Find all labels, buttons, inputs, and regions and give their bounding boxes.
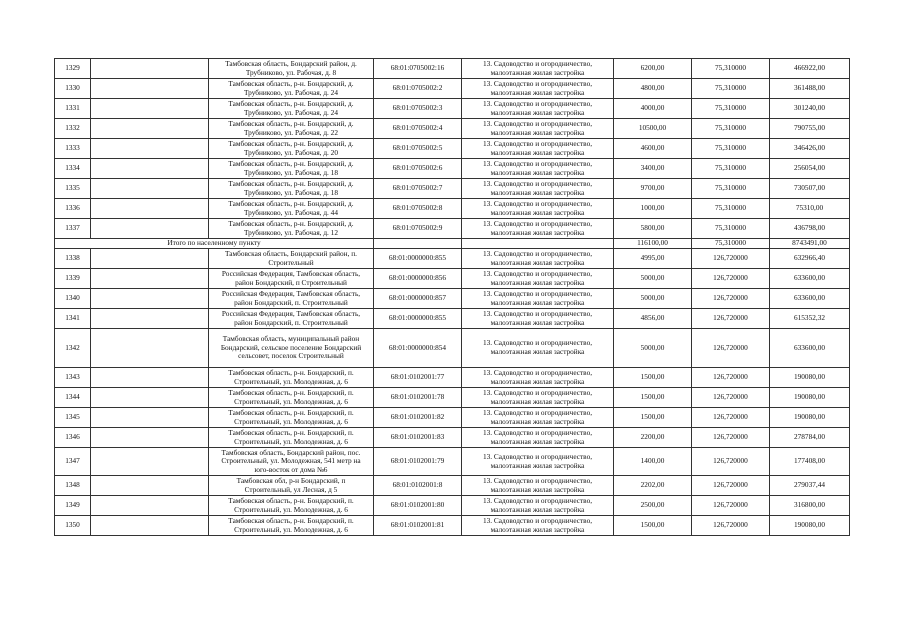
- table-row: [55, 408, 850, 428]
- row-number-cell: 1347: [55, 448, 91, 476]
- row-number-cell: 1334: [55, 159, 91, 179]
- table-row: [55, 289, 850, 309]
- land-use-cell: 13. Садоводство и огородничество, малоэтажная жилая застройка: [462, 79, 614, 99]
- settlement-cell: [91, 448, 209, 476]
- area-cell: 9700,00: [614, 179, 692, 199]
- settlement-cell: [91, 119, 209, 139]
- cadastral-value-cell: 301240,00: [770, 99, 850, 119]
- table-row: [55, 179, 850, 199]
- rate-cell: 126,720000: [692, 516, 770, 536]
- cadastral-value-cell: 8743491,00: [770, 239, 850, 249]
- area-cell: 1500,00: [614, 516, 692, 536]
- land-use-cell: 13. Садоводство и огородничество, малоэтажная жилая застройка: [462, 219, 614, 239]
- cadastral-value-cell: 75310,00: [770, 199, 850, 219]
- cadastral-value-cell: 633600,00: [770, 329, 850, 368]
- land-use-cell: 13. Садоводство и огородничество, малоэтажная жилая застройка: [462, 139, 614, 159]
- land-use-cell: 13. Садоводство и огородничество, малоэтажная жилая застройка: [462, 448, 614, 476]
- rate-cell: 75,310000: [692, 239, 770, 249]
- land-use-cell: 13. Садоводство и огородничество, малоэтажная жилая застройка: [462, 496, 614, 516]
- rate-cell: 126,720000: [692, 269, 770, 289]
- cadastral-number-cell: 68:01:0000000:854: [374, 329, 462, 368]
- area-cell: 2202,00: [614, 476, 692, 496]
- rate-cell: 126,720000: [692, 388, 770, 408]
- address-cell: Тамбовская область, Бондарский район, п. Строительный: [209, 249, 374, 269]
- table-row: [55, 496, 850, 516]
- area-cell: 4000,00: [614, 99, 692, 119]
- land-use-cell: 13. Садоводство и огородничество, малоэтажная жилая застройка: [462, 368, 614, 388]
- land-use-cell: 13. Садоводство и огородничество, малоэтажная жилая застройка: [462, 119, 614, 139]
- area-cell: 5000,00: [614, 269, 692, 289]
- address-cell: Тамбовская область, Бондарский район, д. Трубниково, ул. Рабочая, д. 8: [209, 59, 374, 79]
- settlement-cell: [91, 496, 209, 516]
- address-cell: Тамбовская область, р-н. Бондарский, п. Строительный, ул. Молодежная, д. 6: [209, 408, 374, 428]
- address-cell: Тамбовская область, р-н. Бондарский, д. Трубниково, ул. Рабочая, д. 22: [209, 119, 374, 139]
- cadastral-number-cell: 68:01:0705002:16: [374, 59, 462, 79]
- land-use-cell: 13. Садоводство и огородничество, малоэтажная жилая застройка: [462, 428, 614, 448]
- table-row: [55, 329, 850, 368]
- area-cell: 6200,00: [614, 59, 692, 79]
- cadastral-number-cell: 68:01:0705002:2: [374, 79, 462, 99]
- rate-cell: 126,720000: [692, 368, 770, 388]
- row-number-cell: 1339: [55, 269, 91, 289]
- address-cell: Тамбовская область, муниципальный район Бондарский, сельское поселение Бондарский сельсовет, поселок Строительный: [209, 329, 374, 368]
- address-cell: Тамбовская область, р-н. Бондарский, д. Трубниково, ул. Рабочая, д. 24: [209, 99, 374, 119]
- settlement-cell: [91, 516, 209, 536]
- row-number-cell: 1342: [55, 329, 91, 368]
- cadastral-number-cell: [374, 239, 462, 249]
- address-cell: Тамбовская область, р-н. Бондарский, п. Строительный, ул. Молодежная, д. 6: [209, 516, 374, 536]
- cadastral-number-cell: 68:01:0102001:8: [374, 476, 462, 496]
- area-cell: 10500,00: [614, 119, 692, 139]
- cadastral-value-cell: 278784,00: [770, 428, 850, 448]
- rate-cell: 126,720000: [692, 329, 770, 368]
- cadastral-number-cell: 68:01:0000000:857: [374, 289, 462, 309]
- area-cell: 5800,00: [614, 219, 692, 239]
- settlement-cell: [91, 289, 209, 309]
- table-row: [55, 119, 850, 139]
- area-cell: 2500,00: [614, 496, 692, 516]
- cadastral-number-cell: 68:01:0705002:6: [374, 159, 462, 179]
- area-cell: 4800,00: [614, 79, 692, 99]
- rate-cell: 126,720000: [692, 408, 770, 428]
- cadastral-value-cell: 632966,40: [770, 249, 850, 269]
- settlement-cell: [91, 159, 209, 179]
- rate-cell: 75,310000: [692, 199, 770, 219]
- cadastral-number-cell: 68:01:0705002:9: [374, 219, 462, 239]
- address-cell: Тамбовская область, р-н. Бондарский, д. Трубниково, ул. Рабочая, д. 20: [209, 139, 374, 159]
- address-cell: Тамбовская область, р-н. Бондарский, д. Трубниково, ул. Рабочая, д. 18: [209, 179, 374, 199]
- cadastral-number-cell: 68:01:0705002:8: [374, 199, 462, 219]
- cadastral-value-cell: 436798,00: [770, 219, 850, 239]
- cadastral-value-cell: 790755,00: [770, 119, 850, 139]
- settlement-cell: [91, 139, 209, 159]
- rate-cell: 75,310000: [692, 59, 770, 79]
- table-row: [55, 368, 850, 388]
- table-row: [55, 99, 850, 119]
- cadastral-value-table: [54, 58, 850, 536]
- land-use-cell: 13. Садоводство и огородничество, малоэтажная жилая застройка: [462, 289, 614, 309]
- settlement-cell: [91, 79, 209, 99]
- address-cell: Тамбовская область, р-н. Бондарский, п. Строительный, ул. Молодежная, д. 6: [209, 428, 374, 448]
- land-use-cell: 13. Садоводство и огородничество, малоэтажная жилая застройка: [462, 388, 614, 408]
- table-row: [55, 309, 850, 329]
- area-cell: 4995,00: [614, 249, 692, 269]
- cadastral-value-cell: 190080,00: [770, 516, 850, 536]
- cadastral-value-cell: 633600,00: [770, 289, 850, 309]
- settlement-cell: [91, 199, 209, 219]
- settlement-cell: [91, 476, 209, 496]
- row-number-cell: 1333: [55, 139, 91, 159]
- land-use-cell: 13. Садоводство и огородничество, малоэтажная жилая застройка: [462, 59, 614, 79]
- settlement-cell: [91, 368, 209, 388]
- cadastral-number-cell: 68:01:0102001:78: [374, 388, 462, 408]
- cadastral-value-cell: 346426,00: [770, 139, 850, 159]
- area-cell: 1500,00: [614, 388, 692, 408]
- area-cell: 1400,00: [614, 448, 692, 476]
- address-cell: Тамбовская область, р-н. Бондарский, п. Строительный, ул. Молодежная, д. 6: [209, 388, 374, 408]
- area-cell: 1500,00: [614, 368, 692, 388]
- area-cell: 3400,00: [614, 159, 692, 179]
- address-cell: Тамбовская область, р-н. Бондарский, д. Трубниково, ул. Рабочая, д. 44: [209, 199, 374, 219]
- rate-cell: 126,720000: [692, 309, 770, 329]
- cadastral-number-cell: 68:01:0102001:81: [374, 516, 462, 536]
- row-number-cell: 1338: [55, 249, 91, 269]
- cadastral-number-cell: 68:01:0102001:79: [374, 448, 462, 476]
- cadastral-number-cell: 68:01:0000000:856: [374, 269, 462, 289]
- settlement-cell: [91, 309, 209, 329]
- land-use-cell: 13. Садоводство и огородничество, малоэтажная жилая застройка: [462, 516, 614, 536]
- row-number-cell: 1336: [55, 199, 91, 219]
- table-row: [55, 448, 850, 476]
- land-use-cell: [462, 239, 614, 249]
- row-number-cell: 1331: [55, 99, 91, 119]
- address-cell: Российская Федерация, Тамбовская область, район Бондарский, п. Строительный: [209, 289, 374, 309]
- settlement-cell: [91, 388, 209, 408]
- rate-cell: 126,720000: [692, 496, 770, 516]
- cadastral-value-cell: 633600,00: [770, 269, 850, 289]
- cadastral-number-cell: 68:01:0102001:82: [374, 408, 462, 428]
- row-number-cell: 1350: [55, 516, 91, 536]
- settlement-cell: [91, 219, 209, 239]
- cadastral-number-cell: 68:01:0102001:77: [374, 368, 462, 388]
- land-use-cell: 13. Садоводство и огородничество, малоэтажная жилая застройка: [462, 476, 614, 496]
- table-row: [55, 59, 850, 79]
- table-row: [55, 476, 850, 496]
- cadastral-number-cell: 68:01:0705002:3: [374, 99, 462, 119]
- row-number-cell: 1329: [55, 59, 91, 79]
- cadastral-value-cell: 256054,00: [770, 159, 850, 179]
- address-cell: Тамбовская область, р-н. Бондарский, п. Строительный, ул. Молодежная, д. 6: [209, 496, 374, 516]
- cadastral-value-cell: 615352,32: [770, 309, 850, 329]
- land-use-cell: 13. Садоводство и огородничество, малоэтажная жилая застройка: [462, 329, 614, 368]
- rate-cell: 75,310000: [692, 99, 770, 119]
- area-cell: 5000,00: [614, 329, 692, 368]
- area-cell: 4856,00: [614, 309, 692, 329]
- address-cell: Тамбовская область, р-н. Бондарский, д. Трубниково, ул. Рабочая, д. 24: [209, 79, 374, 99]
- rate-cell: 75,310000: [692, 79, 770, 99]
- settlement-cell: [91, 179, 209, 199]
- rate-cell: 75,310000: [692, 219, 770, 239]
- row-number-cell: 1340: [55, 289, 91, 309]
- total-label: Итого по населенному пункту: [55, 239, 374, 249]
- cadastral-number-cell: 68:01:0000000:855: [374, 309, 462, 329]
- rate-cell: 75,310000: [692, 159, 770, 179]
- land-use-cell: 13. Садоводство и огородничество, малоэтажная жилая застройка: [462, 249, 614, 269]
- rate-cell: 126,720000: [692, 249, 770, 269]
- land-use-cell: 13. Садоводство и огородничество, малоэтажная жилая застройка: [462, 99, 614, 119]
- table-row: [55, 219, 850, 239]
- area-cell: 5000,00: [614, 289, 692, 309]
- row-number-cell: 1344: [55, 388, 91, 408]
- table-row: [55, 139, 850, 159]
- area-cell: 1500,00: [614, 408, 692, 428]
- land-use-cell: 13. Садоводство и огородничество, малоэтажная жилая застройка: [462, 179, 614, 199]
- settlement-cell: [91, 59, 209, 79]
- cadastral-number-cell: 68:01:0705002:7: [374, 179, 462, 199]
- rate-cell: 126,720000: [692, 448, 770, 476]
- table-row: [55, 159, 850, 179]
- settlement-cell: [91, 428, 209, 448]
- cadastral-number-cell: 68:01:0000000:855: [374, 249, 462, 269]
- row-number-cell: 1330: [55, 79, 91, 99]
- land-use-cell: 13. Садоводство и огородничество, малоэтажная жилая застройка: [462, 309, 614, 329]
- area-cell: 116100,00: [614, 239, 692, 249]
- cadastral-value-cell: 279037,44: [770, 476, 850, 496]
- cadastral-number-cell: 68:01:0102001:80: [374, 496, 462, 516]
- rate-cell: 75,310000: [692, 139, 770, 159]
- cadastral-value-cell: 730507,00: [770, 179, 850, 199]
- settlement-cell: [91, 269, 209, 289]
- total-row: [55, 239, 850, 249]
- address-cell: Российская Федерация, Тамбовская область, район Бондарский, п. Строительный: [209, 309, 374, 329]
- area-cell: 2200,00: [614, 428, 692, 448]
- table-body: [55, 59, 850, 536]
- row-number-cell: 1341: [55, 309, 91, 329]
- row-number-cell: 1349: [55, 496, 91, 516]
- rate-cell: 126,720000: [692, 289, 770, 309]
- cadastral-value-cell: 177408,00: [770, 448, 850, 476]
- cadastral-value-cell: 466922,00: [770, 59, 850, 79]
- table-row: [55, 79, 850, 99]
- land-use-cell: 13. Садоводство и огородничество, малоэтажная жилая застройка: [462, 269, 614, 289]
- cadastral-value-cell: 361488,00: [770, 79, 850, 99]
- settlement-cell: [91, 408, 209, 428]
- cadastral-value-cell: 316800,00: [770, 496, 850, 516]
- table-row: [55, 516, 850, 536]
- row-number-cell: 1348: [55, 476, 91, 496]
- address-cell: Тамбовская область, р-н. Бондарский, д. Трубниково, ул. Рабочая, д. 12: [209, 219, 374, 239]
- address-cell: Тамбовская обл, р-н Бондарский, п Строительный, ул Лесная, д 5: [209, 476, 374, 496]
- row-number-cell: 1346: [55, 428, 91, 448]
- row-number-cell: 1343: [55, 368, 91, 388]
- settlement-cell: [91, 99, 209, 119]
- rate-cell: 75,310000: [692, 179, 770, 199]
- row-number-cell: 1337: [55, 219, 91, 239]
- cadastral-number-cell: 68:01:0705002:5: [374, 139, 462, 159]
- address-cell: Тамбовская область, р-н. Бондарский, д. Трубниково, ул. Рабочая, д. 18: [209, 159, 374, 179]
- table-row: [55, 199, 850, 219]
- land-use-cell: 13. Садоводство и огородничество, малоэтажная жилая застройка: [462, 199, 614, 219]
- row-number-cell: 1335: [55, 179, 91, 199]
- table-row: [55, 388, 850, 408]
- area-cell: 1000,00: [614, 199, 692, 219]
- rate-cell: 126,720000: [692, 476, 770, 496]
- cadastral-value-cell: 190080,00: [770, 408, 850, 428]
- row-number-cell: 1332: [55, 119, 91, 139]
- area-cell: 4600,00: [614, 139, 692, 159]
- cadastral-value-cell: 190080,00: [770, 368, 850, 388]
- land-use-cell: 13. Садоводство и огородничество, малоэтажная жилая застройка: [462, 408, 614, 428]
- cadastral-number-cell: 68:01:0705002:4: [374, 119, 462, 139]
- rate-cell: 75,310000: [692, 119, 770, 139]
- table-row: [55, 428, 850, 448]
- rate-cell: 126,720000: [692, 428, 770, 448]
- table-row: [55, 249, 850, 269]
- table-row: [55, 269, 850, 289]
- settlement-cell: [91, 249, 209, 269]
- address-cell: Тамбовская область, р-н. Бондарский, п. Строительный, ул. Молодежная, д. 6: [209, 368, 374, 388]
- settlement-cell: [91, 329, 209, 368]
- row-number-cell: 1345: [55, 408, 91, 428]
- cadastral-number-cell: 68:01:0102001:83: [374, 428, 462, 448]
- address-cell: Российская Федерация, Тамбовская область, район Бондарский, п Строительный: [209, 269, 374, 289]
- address-cell: Тамбовская область, Бондарский район, пос. Строительный, ул. Молодежная, 541 метр на юго-восток от дома №6: [209, 448, 374, 476]
- land-use-cell: 13. Садоводство и огородничество, малоэтажная жилая застройка: [462, 159, 614, 179]
- cadastral-value-cell: 190080,00: [770, 388, 850, 408]
